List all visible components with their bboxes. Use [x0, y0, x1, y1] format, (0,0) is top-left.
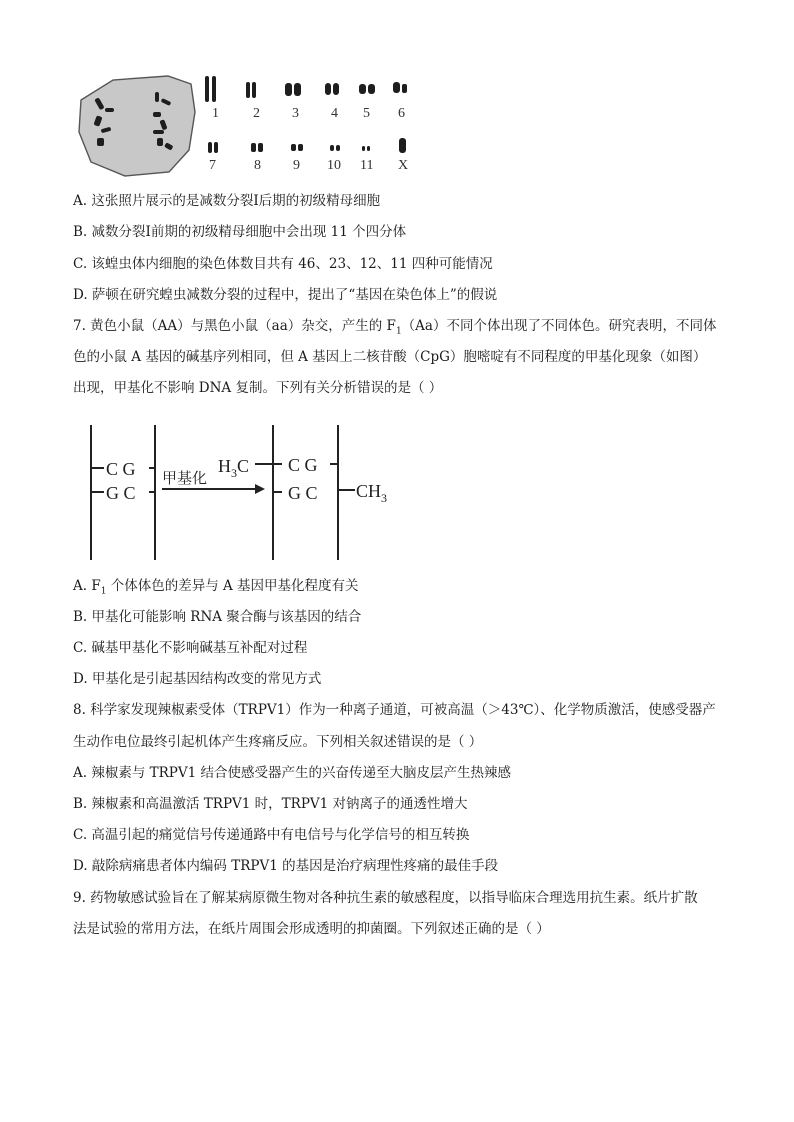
- q7-stem-line2: 色的小鼠 A 基因的碱基序列相同，但 A 基因上二核苷酸（CpG）胞嘧啶有不同程度的甲基化现象（如图）: [73, 349, 707, 365]
- q9-stem-line2: 法是试验的常用方法，在纸片周围会形成透明的抑菌圈。下列叙述正确的是（ ）: [73, 921, 550, 937]
- karyotype-number: X: [398, 158, 409, 173]
- left-top-pair: C G: [106, 459, 136, 479]
- karyotype-number: 6: [398, 106, 405, 121]
- karyotype-number: 2: [253, 106, 260, 121]
- karyotype-number: 11: [360, 158, 374, 173]
- q7-option-a: A. $F_1$ 个体体色的差异与 A 基因甲基化程度有关: [73, 578, 359, 597]
- right-bottom-pair: G C: [288, 483, 318, 503]
- q8-option-d: D. 敲除病痛患者体内编码 TRPV1 的基因是治疗病理性疼痛的最佳手段: [73, 858, 499, 874]
- karyotype-number: 1: [212, 106, 219, 121]
- h3c-label: $H_3C$: [218, 456, 250, 480]
- karyotype-number: 8: [254, 158, 261, 173]
- q7-option-c: C. 碱基甲基化不影响碱基互补配对过程: [73, 640, 308, 656]
- ch3-label: $CH_3$: [356, 481, 388, 505]
- arrow-label: 甲基化: [162, 469, 208, 487]
- q8-option-a: A. 辣椒素与 TRPV1 结合使感受器产生的兴奋传递至大脑皮层产生热辣感: [73, 765, 512, 781]
- q7-option-b: B. 甲基化可能影响 RNA 聚合酶与该基因的结合: [73, 609, 362, 625]
- karyotype-row2: [208, 138, 406, 153]
- karyotype-number: 7: [209, 158, 216, 173]
- q6-option-a: A. 这张照片展示的是减数分裂Ⅰ后期的初级精母细胞: [73, 193, 381, 209]
- q9-stem-line1: 9. 药物敏感试验旨在了解某病原微生物对各种抗生素的敏感程度，以指导临床合理选用抗生素。纸片扩散: [73, 890, 698, 906]
- karyotype-number: 9: [293, 158, 300, 173]
- q6-option-c: C. 该蝗虫体内细胞的染色体数目共有 46、23、12、11 四种可能情况: [73, 256, 493, 272]
- q7-option-d: D. 甲基化是引起基因结构改变的常见方式: [73, 671, 322, 687]
- q8-stem-line1: 8. 科学家发现辣椒素受体（TRPV1）作为一种离子通道，可被高温（＞43℃）、化学物质激活，使感受器产: [73, 702, 716, 718]
- q8-stem-line2: 生动作电位最终引起机体产生疼痛反应。下列相关叙述错误的是（ ）: [73, 734, 483, 750]
- q8-option-c: C. 高温引起的痛觉信号传递通路中有电信号与化学信号的相互转换: [73, 827, 470, 843]
- q6-option-b: B. 减数分裂Ⅰ前期的初级精母细胞中会出现 11 个四分体: [73, 224, 407, 240]
- karyotype-number: 5: [363, 106, 370, 121]
- arrow-head: [255, 484, 265, 494]
- methylation-diagram: [80, 420, 410, 569]
- cell-outline: [79, 76, 195, 176]
- q7-stem-line1: 7. 黄色小鼠（AA）与黑色小鼠（aa）杂交，产生的 $F_1(Aa)$不同个体出现了不同体色。研究表明，不同体: [73, 318, 717, 337]
- karyotype-number: 10: [327, 158, 341, 173]
- karyotype-row1: [205, 76, 407, 102]
- karyotype-number: 4: [331, 106, 338, 121]
- left-bottom-pair: G C: [106, 483, 136, 503]
- chromosome-micrograph: [73, 72, 413, 186]
- karyotype-number: 3: [292, 106, 299, 121]
- q6-option-d: D. 萨顿在研究蝗虫减数分裂的过程中，提出了“基因在染色体上”的假说: [73, 287, 498, 303]
- q7-stem-line3: 出现，甲基化不影响 DNA 复制。下列有关分析错误的是（ ）: [73, 380, 443, 396]
- q8-option-b: B. 辣椒素和高温激活 TRPV1 时，TRPV1 对钠离子的通透性增大: [73, 796, 468, 812]
- right-top-pair: C G: [288, 455, 318, 475]
